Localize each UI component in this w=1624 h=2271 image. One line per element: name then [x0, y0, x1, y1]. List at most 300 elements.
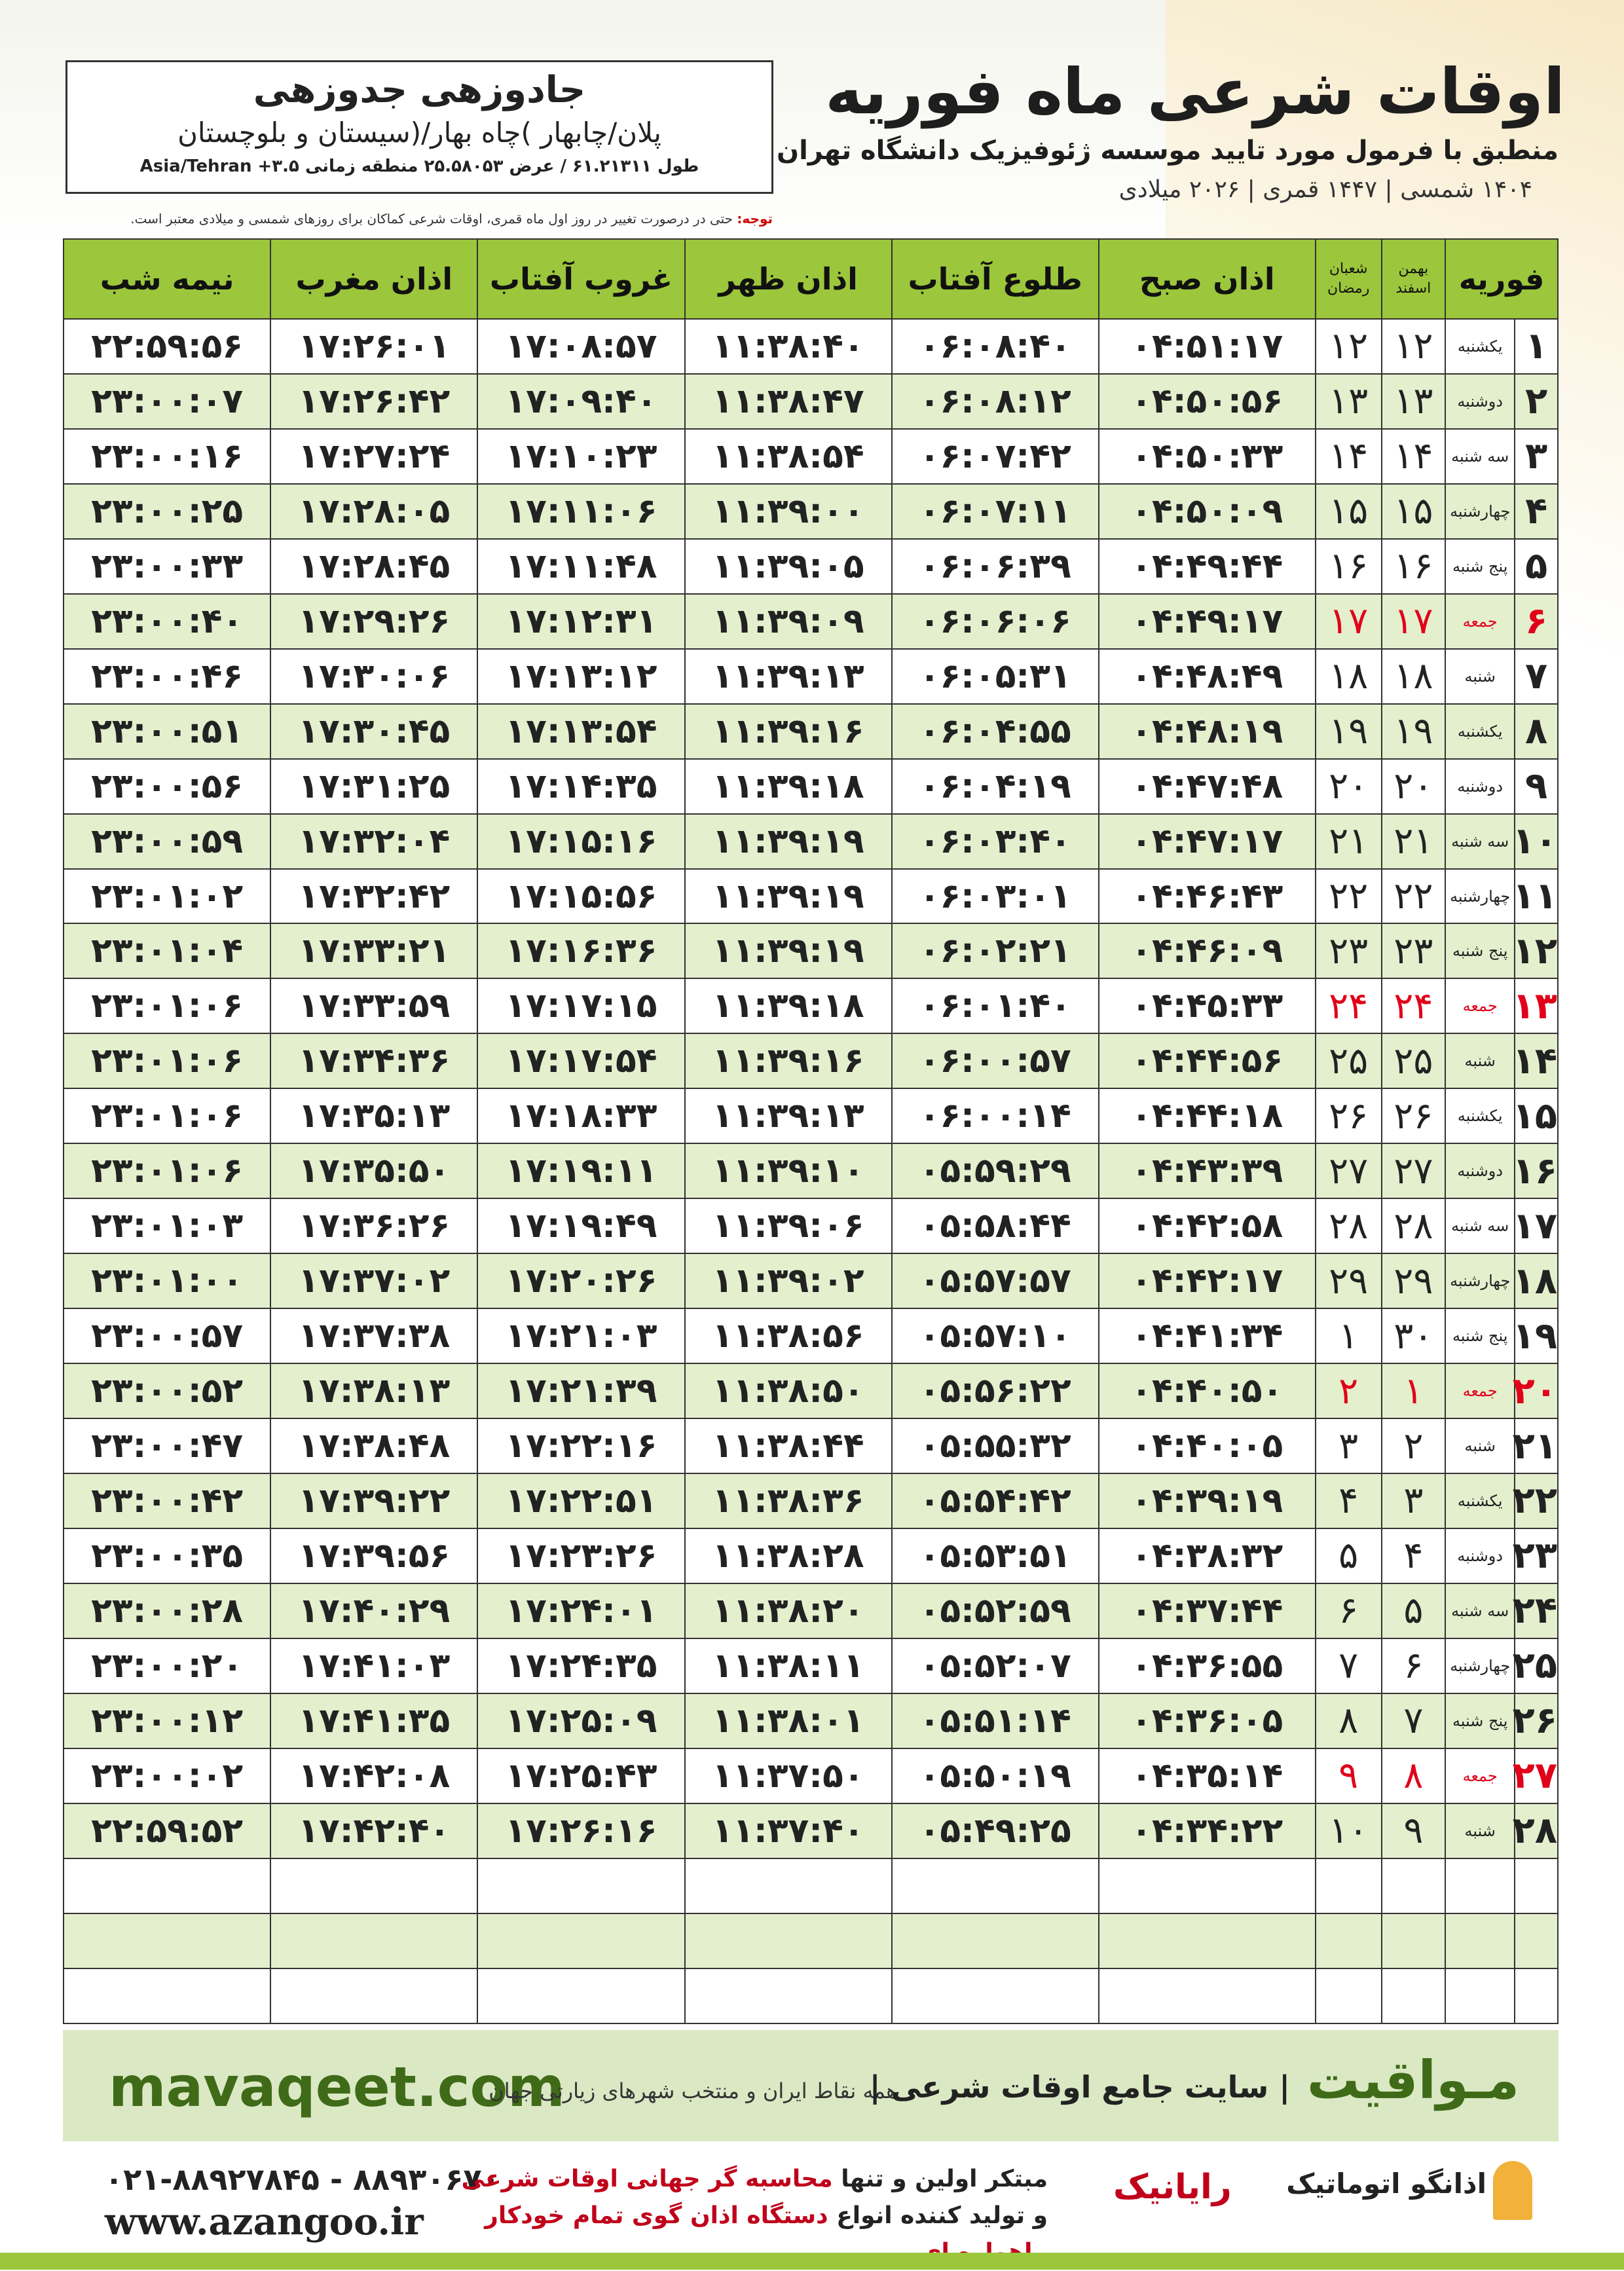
table-row: [64, 319, 1558, 374]
col-header-month: فوریه: [1445, 239, 1558, 319]
midnight-time-cell: [64, 1968, 270, 2023]
solar-day-cell: ۷: [1382, 1693, 1446, 1748]
sunrise-time-cell: ۰۵:۵۲:۰۷: [892, 1638, 1099, 1693]
table-row: [64, 1638, 1558, 1693]
sunrise-time-cell: ۰۶:۰۸:۱۲: [892, 374, 1099, 429]
lunar-day-cell: ۸: [1316, 1693, 1382, 1748]
dhuhr-time-cell: [685, 1968, 892, 2023]
solar-day-cell: [1382, 1913, 1446, 1968]
midnight-time-cell: ۲۳:۰۱:۰۳: [64, 1198, 270, 1253]
calendar-years: ۱۴۰۴ شمسی | ۱۴۴۷ قمری | ۲۰۲۶ میلادی: [1118, 176, 1532, 203]
sunrise-time-cell: ۰۶:۰۰:۵۷: [892, 1033, 1099, 1088]
city-name: جادوزهی جدوزهی: [253, 69, 586, 111]
lunar-day-cell: ۷: [1316, 1638, 1382, 1693]
solar-day-cell: ۱۲: [1382, 319, 1446, 374]
solar-day-cell: ۱۴: [1382, 429, 1446, 484]
sunset-time-cell: ۱۷:۱۳:۵۴: [477, 704, 684, 759]
dhuhr-time-cell: ۱۱:۳۹:۱۳: [685, 1088, 892, 1143]
weekday-cell: دوشنبه: [1445, 1143, 1515, 1198]
lunar-day-cell: ۲۵: [1316, 1033, 1382, 1088]
col-header-midnight: نیمه شب: [64, 239, 270, 319]
dhuhr-time-cell: ۱۱:۳۹:۰۵: [685, 539, 892, 594]
solar-day-cell: ۲۶: [1382, 1088, 1446, 1143]
sunrise-time-cell: ۰۵:۵۳:۵۱: [892, 1528, 1099, 1583]
dhuhr-time-cell: ۱۱:۳۹:۱۳: [685, 649, 892, 704]
lunar-month-2: رمضان: [1327, 280, 1370, 297]
sunset-time-cell: ۱۷:۱۴:۳۵: [477, 759, 684, 814]
phone-numbers: ۰۲۱-۸۸۹۲۷۸۴۵ - ۸۸۹۳۰۶۷۰: [105, 2162, 500, 2197]
solar-day-cell: ۸: [1382, 1748, 1446, 1803]
day-number-cell: ۲۴: [1515, 1583, 1558, 1638]
dhuhr-time-cell: ۱۱:۳۹:۰۲: [685, 1253, 892, 1308]
lunar-day-cell: ۲۲: [1316, 869, 1382, 924]
weekday-cell: سه شنبه: [1445, 1583, 1515, 1638]
fajr-time-cell: ۰۴:۴۴:۵۶: [1099, 1033, 1316, 1088]
maghrib-time-cell: ۱۷:۲۸:۰۵: [270, 484, 477, 539]
weekday-cell: پنج شنبه: [1445, 1693, 1515, 1748]
table-row: [64, 1528, 1558, 1583]
sunrise-time-cell: ۰۵:۵۲:۵۹: [892, 1583, 1099, 1638]
weekday-cell: دوشنبه: [1445, 759, 1515, 814]
midnight-time-cell: [64, 1858, 270, 1913]
weekday-cell: دوشنبه: [1445, 374, 1515, 429]
maghrib-time-cell: ۱۷:۳۳:۲۱: [270, 923, 477, 978]
dhuhr-time-cell: ۱۱:۳۹:۱۶: [685, 1033, 892, 1088]
lunar-day-cell: ۴: [1316, 1473, 1382, 1528]
midnight-time-cell: ۲۳:۰۰:۰۲: [64, 1748, 270, 1803]
weekday-cell: شنبه: [1445, 1418, 1515, 1473]
sunrise-time-cell: ۰۵:۴۹:۲۵: [892, 1803, 1099, 1858]
sunrise-time-cell: [892, 1858, 1099, 1913]
maghrib-time-cell: ۱۷:۲۶:۴۲: [270, 374, 477, 429]
sunset-time-cell: ۱۷:۲۲:۵۱: [477, 1473, 684, 1528]
fajr-time-cell: ۰۴:۴۵:۳۳: [1099, 978, 1316, 1033]
midnight-time-cell: [64, 1913, 270, 1968]
midnight-time-cell: ۲۳:۰۱:۰۶: [64, 1088, 270, 1143]
weekday-cell: چهارشنبه: [1445, 1638, 1515, 1693]
table-row: [64, 1858, 1558, 1913]
dhuhr-time-cell: ۱۱:۳۸:۴۷: [685, 374, 892, 429]
sunset-time-cell: ۱۷:۱۹:۴۹: [477, 1198, 684, 1253]
promo-line-1a: مبتکر اولین و تنها: [841, 2166, 1048, 2192]
maghrib-time-cell: ۱۷:۴۲:۰۸: [270, 1748, 477, 1803]
day-number-cell: ۲: [1515, 374, 1558, 429]
promo-line-2a: و تولید کننده انواع: [836, 2202, 1048, 2229]
dhuhr-time-cell: ۱۱:۳۹:۱۶: [685, 704, 892, 759]
maghrib-time-cell: ۱۷:۲۸:۴۵: [270, 539, 477, 594]
weekday-cell: شنبه: [1445, 649, 1515, 704]
table-row: [64, 649, 1558, 704]
azangoo-icon: [1493, 2161, 1532, 2220]
header: [760, 52, 1565, 210]
col-header-fajr: اذان صبح: [1099, 239, 1316, 319]
weekday-cell: سه شنبه: [1445, 1198, 1515, 1253]
dhuhr-time-cell: ۱۱:۳۸:۰۱: [685, 1693, 892, 1748]
solar-day-cell: ۱: [1382, 1363, 1446, 1418]
sunrise-time-cell: [892, 1968, 1099, 2023]
fajr-time-cell: ۰۴:۴۷:۱۷: [1099, 814, 1316, 869]
weekday-cell: پنج شنبه: [1445, 1308, 1515, 1363]
day-number-cell: ۳: [1515, 429, 1558, 484]
maghrib-time-cell: ۱۷:۳۶:۲۶: [270, 1198, 477, 1253]
sunset-time-cell: ۱۷:۱۷:۱۵: [477, 978, 684, 1033]
midnight-time-cell: ۲۳:۰۰:۱۲: [64, 1693, 270, 1748]
sunrise-time-cell: ۰۵:۵۵:۳۲: [892, 1418, 1099, 1473]
dhuhr-time-cell: [685, 1858, 892, 1913]
day-number-cell: ۱۳: [1515, 978, 1558, 1033]
lunar-day-cell: [1316, 1858, 1382, 1913]
solar-day-cell: ۵: [1382, 1583, 1446, 1638]
sunrise-time-cell: ۰۵:۵۷:۵۷: [892, 1253, 1099, 1308]
table-row: [64, 1253, 1558, 1308]
page-title: اوقات شرعی ماه فوریه: [825, 55, 1565, 128]
fajr-time-cell: ۰۴:۴۳:۳۹: [1099, 1143, 1316, 1198]
lunar-day-cell: ۱۶: [1316, 539, 1382, 594]
sunset-time-cell: ۱۷:۱۹:۱۱: [477, 1143, 684, 1198]
azangoo-logo: اذانگو اتوماتیک: [1286, 2168, 1486, 2200]
day-number-cell: ۵: [1515, 539, 1558, 594]
weekday-cell: یکشنبه: [1445, 1473, 1515, 1528]
sunrise-time-cell: ۰۵:۵۰:۱۹: [892, 1748, 1099, 1803]
sunset-time-cell: ۱۷:۱۲:۳۱: [477, 594, 684, 649]
midnight-time-cell: ۲۳:۰۰:۴۶: [64, 649, 270, 704]
dhuhr-time-cell: ۱۱:۳۸:۵۴: [685, 429, 892, 484]
midnight-time-cell: ۲۳:۰۰:۲۵: [64, 484, 270, 539]
solar-day-cell: ۴: [1382, 1528, 1446, 1583]
fajr-time-cell: ۰۴:۴۱:۳۴: [1099, 1308, 1316, 1363]
solar-day-cell: ۹: [1382, 1803, 1446, 1858]
fajr-time-cell: [1099, 1968, 1316, 2023]
dhuhr-time-cell: ۱۱:۳۸:۴۰: [685, 319, 892, 374]
maghrib-time-cell: ۱۷:۲۶:۰۱: [270, 319, 477, 374]
weekday-cell: یکشنبه: [1445, 704, 1515, 759]
lunar-day-cell: ۲۷: [1316, 1143, 1382, 1198]
maghrib-time-cell: ۱۷:۳۸:۴۸: [270, 1418, 477, 1473]
sunrise-time-cell: ۰۵:۵۷:۱۰: [892, 1308, 1099, 1363]
midnight-time-cell: ۲۲:۵۹:۵۲: [64, 1803, 270, 1858]
weekday-cell: جمعه: [1445, 1748, 1515, 1803]
sunset-time-cell: ۱۷:۱۱:۴۸: [477, 539, 684, 594]
midnight-time-cell: ۲۳:۰۰:۴۷: [64, 1418, 270, 1473]
sunrise-time-cell: ۰۶:۰۰:۱۴: [892, 1088, 1099, 1143]
maghrib-time-cell: [270, 1913, 477, 1968]
sunrise-time-cell: ۰۶:۰۸:۴۰: [892, 319, 1099, 374]
fajr-time-cell: [1099, 1913, 1316, 1968]
table-header-row: [64, 239, 1558, 319]
dhuhr-time-cell: ۱۱:۳۹:۰۶: [685, 1198, 892, 1253]
day-number-cell: ۱۱: [1515, 869, 1558, 924]
midnight-time-cell: ۲۲:۵۹:۵۶: [64, 319, 270, 374]
maghrib-time-cell: ۱۷:۳۴:۳۶: [270, 1033, 477, 1088]
lunar-day-cell: ۱۹: [1316, 704, 1382, 759]
website-link[interactable]: www.azangoo.ir: [105, 2200, 424, 2243]
fajr-time-cell: ۰۴:۴۸:۱۹: [1099, 704, 1316, 759]
sunset-time-cell: ۱۷:۰۸:۵۷: [477, 319, 684, 374]
table-row: [64, 1583, 1558, 1638]
maghrib-time-cell: ۱۷:۲۹:۲۶: [270, 594, 477, 649]
solar-day-cell: ۲۷: [1382, 1143, 1446, 1198]
maghrib-time-cell: ۱۷:۳۸:۱۳: [270, 1363, 477, 1418]
sunset-time-cell: [477, 1858, 684, 1913]
footer-banner: [63, 2030, 1559, 2141]
solar-day-cell: ۳: [1382, 1473, 1446, 1528]
day-number-cell: ۸: [1515, 704, 1558, 759]
notice: [65, 211, 773, 227]
table-row: [64, 1363, 1558, 1418]
day-number-cell: ۲۵: [1515, 1638, 1558, 1693]
contact-info: [105, 2160, 500, 2245]
midnight-time-cell: ۲۳:۰۱:۰۶: [64, 1143, 270, 1198]
table-row: [64, 1913, 1558, 1968]
solar-day-cell: ۱۳: [1382, 374, 1446, 429]
table-body: [64, 319, 1558, 2023]
midnight-time-cell: ۲۳:۰۰:۰۷: [64, 374, 270, 429]
page-subtitle: منطبق با فرمول مورد تایید موسسه ژئوفیزیک دانشگاه تهران: [776, 136, 1559, 166]
midnight-time-cell: ۲۳:۰۰:۴۰: [64, 594, 270, 649]
fajr-time-cell: [1099, 1858, 1316, 1913]
table-row: [64, 704, 1558, 759]
sunrise-time-cell: [892, 1913, 1099, 1968]
day-number-cell: ۱: [1515, 319, 1558, 374]
midnight-time-cell: ۲۳:۰۰:۵۹: [64, 814, 270, 869]
solar-day-cell: ۲۹: [1382, 1253, 1446, 1308]
sunset-time-cell: ۱۷:۱۸:۳۳: [477, 1088, 684, 1143]
weekday-cell: چهارشنبه: [1445, 1253, 1515, 1308]
midnight-time-cell: ۲۳:۰۱:۰۶: [64, 1033, 270, 1088]
midnight-time-cell: ۲۳:۰۰:۱۶: [64, 429, 270, 484]
fajr-time-cell: ۰۴:۳۵:۱۴: [1099, 1748, 1316, 1803]
midnight-time-cell: ۲۳:۰۰:۵۱: [64, 704, 270, 759]
sunset-time-cell: ۱۷:۲۵:۰۹: [477, 1693, 684, 1748]
city-coordinates: طول ۶۱.۲۱۳۱۱ / عرض ۲۵.۵۸۰۵۳ منطقه زمانی Asia/Tehran +۳.۵: [139, 157, 699, 176]
sunrise-time-cell: ۰۶:۰۱:۴۰: [892, 978, 1099, 1033]
fajr-time-cell: ۰۴:۴۴:۱۸: [1099, 1088, 1316, 1143]
lunar-day-cell: [1316, 1913, 1382, 1968]
weekday-cell: سه شنبه: [1445, 429, 1515, 484]
dhuhr-time-cell: ۱۱:۳۸:۵۶: [685, 1308, 892, 1363]
day-number-cell: ۲۶: [1515, 1693, 1558, 1748]
city-province: پلان/چابهار )چاه بهار/(سیستان و بلوچستان: [177, 117, 661, 149]
weekday-cell: [1445, 1913, 1515, 1968]
lunar-day-cell: ۱۲: [1316, 319, 1382, 374]
weekday-cell: یکشنبه: [1445, 319, 1515, 374]
col-header-dhuhr: اذان ظهر: [685, 239, 892, 319]
dhuhr-time-cell: ۱۱:۳۸:۳۶: [685, 1473, 892, 1528]
day-number-cell: ۱۷: [1515, 1198, 1558, 1253]
table-row: [64, 1803, 1558, 1858]
solar-month-1: بهمن: [1398, 261, 1429, 277]
lunar-day-cell: ۲۶: [1316, 1088, 1382, 1143]
maghrib-time-cell: ۱۷:۳۰:۴۵: [270, 704, 477, 759]
weekday-cell: [1445, 1968, 1515, 2023]
table-row: [64, 759, 1558, 814]
solar-day-cell: ۱۸: [1382, 649, 1446, 704]
sunrise-time-cell: ۰۵:۵۹:۲۹: [892, 1143, 1099, 1198]
table-row: [64, 814, 1558, 869]
lunar-day-cell: ۱: [1316, 1308, 1382, 1363]
table-row: [64, 374, 1558, 429]
dhuhr-time-cell: ۱۱:۳۹:۰۰: [685, 484, 892, 539]
sunset-time-cell: ۱۷:۲۱:۳۹: [477, 1363, 684, 1418]
sunset-time-cell: ۱۷:۲۴:۰۱: [477, 1583, 684, 1638]
maghrib-time-cell: ۱۷:۳۷:۳۸: [270, 1308, 477, 1363]
fajr-time-cell: ۰۴:۴۰:۵۰: [1099, 1363, 1316, 1418]
sunrise-time-cell: ۰۶:۰۶:۰۶: [892, 594, 1099, 649]
table-row: [64, 869, 1558, 924]
day-number-cell: [1515, 1968, 1558, 2023]
fajr-time-cell: ۰۴:۴۸:۴۹: [1099, 649, 1316, 704]
sunset-time-cell: ۱۷:۱۷:۵۴: [477, 1033, 684, 1088]
table-row: [64, 923, 1558, 978]
maghrib-time-cell: ۱۷:۳۱:۲۵: [270, 759, 477, 814]
sunset-time-cell: ۱۷:۲۴:۳۵: [477, 1638, 684, 1693]
solar-day-cell: [1382, 1858, 1446, 1913]
fajr-time-cell: ۰۴:۵۰:۵۶: [1099, 374, 1316, 429]
day-number-cell: ۲۸: [1515, 1803, 1558, 1858]
sunrise-time-cell: ۰۶:۰۳:۰۱: [892, 869, 1099, 924]
maghrib-time-cell: ۱۷:۴۱:۳۵: [270, 1693, 477, 1748]
midnight-time-cell: ۲۳:۰۰:۲۰: [64, 1638, 270, 1693]
lunar-day-cell: ۲۰: [1316, 759, 1382, 814]
midnight-time-cell: ۲۳:۰۰:۲۸: [64, 1583, 270, 1638]
day-number-cell: ۱۴: [1515, 1033, 1558, 1088]
dhuhr-time-cell: ۱۱:۳۹:۱۸: [685, 978, 892, 1033]
midnight-time-cell: ۲۳:۰۰:۵۲: [64, 1363, 270, 1418]
solar-day-cell: ۲۴: [1382, 978, 1446, 1033]
table-row: [64, 1088, 1558, 1143]
sunrise-time-cell: ۰۶:۰۷:۱۱: [892, 484, 1099, 539]
dhuhr-time-cell: ۱۱:۳۹:۱۹: [685, 923, 892, 978]
day-number-cell: ۱۶: [1515, 1143, 1558, 1198]
solar-day-cell: ۲۵: [1382, 1033, 1446, 1088]
sunrise-time-cell: ۰۶:۰۴:۵۵: [892, 704, 1099, 759]
maghrib-time-cell: ۱۷:۳۵:۵۰: [270, 1143, 477, 1198]
fajr-time-cell: ۰۴:۳۶:۵۵: [1099, 1638, 1316, 1693]
fajr-time-cell: ۰۴:۴۷:۴۸: [1099, 759, 1316, 814]
col-header-lunar: [1316, 239, 1382, 319]
weekday-cell: جمعه: [1445, 978, 1515, 1033]
maghrib-time-cell: ۱۷:۲۷:۲۴: [270, 429, 477, 484]
fajr-time-cell: ۰۴:۴۶:۴۳: [1099, 869, 1316, 924]
midnight-time-cell: ۲۳:۰۱:۰۰: [64, 1253, 270, 1308]
promo-line-2b: دستگاه اذان گوی تمام خودکار: [485, 2202, 828, 2229]
brand-tagline: همه نقاط ایران و منتخب شهرهای زیارتی جهان: [489, 2078, 897, 2103]
rayanik-logo: رایانیک: [1113, 2168, 1232, 2207]
day-number-cell: ۱۵: [1515, 1088, 1558, 1143]
promo-line-1: [458, 2161, 1048, 2198]
lunar-day-cell: ۲: [1316, 1363, 1382, 1418]
lunar-day-cell: ۱۷: [1316, 594, 1382, 649]
brand-name: مـواقیت: [1306, 2050, 1519, 2111]
lunar-day-cell: ۲۸: [1316, 1198, 1382, 1253]
day-number-cell: ۶: [1515, 594, 1558, 649]
sunset-time-cell: ۱۷:۱۳:۱۲: [477, 649, 684, 704]
sunrise-time-cell: ۰۶:۰۳:۴۰: [892, 814, 1099, 869]
lunar-day-cell: ۱۰: [1316, 1803, 1382, 1858]
fajr-time-cell: ۰۴:۵۱:۱۷: [1099, 319, 1316, 374]
weekday-cell: دوشنبه: [1445, 1528, 1515, 1583]
sunrise-time-cell: ۰۶:۰۷:۴۲: [892, 429, 1099, 484]
day-number-cell: ۲۰: [1515, 1363, 1558, 1418]
weekday-cell: [1445, 1858, 1515, 1913]
weekday-cell: جمعه: [1445, 594, 1515, 649]
maghrib-time-cell: [270, 1968, 477, 2023]
lunar-day-cell: ۳: [1316, 1418, 1382, 1473]
col-header-sunrise: طلوع آفتاب: [892, 239, 1099, 319]
dhuhr-time-cell: ۱۱:۳۸:۵۰: [685, 1363, 892, 1418]
solar-day-cell: ۲: [1382, 1418, 1446, 1473]
solar-day-cell: ۱۷: [1382, 594, 1446, 649]
dhuhr-time-cell: ۱۱:۳۸:۱۱: [685, 1638, 892, 1693]
site-url[interactable]: mavaqeet.com: [109, 2055, 565, 2119]
solar-day-cell: ۱۹: [1382, 704, 1446, 759]
sunset-time-cell: ۱۷:۱۶:۳۶: [477, 923, 684, 978]
solar-day-cell: ۲۸: [1382, 1198, 1446, 1253]
maghrib-time-cell: ۱۷:۳۲:۴۲: [270, 869, 477, 924]
table-row: [64, 429, 1558, 484]
sunset-time-cell: ۱۷:۲۵:۴۳: [477, 1748, 684, 1803]
dhuhr-time-cell: ۱۱:۳۹:۱۸: [685, 759, 892, 814]
fajr-time-cell: ۰۴:۴۶:۰۹: [1099, 923, 1316, 978]
lunar-day-cell: ۲۹: [1316, 1253, 1382, 1308]
prayer-times-table: [63, 238, 1559, 2024]
table-row: [64, 1748, 1558, 1803]
sunrise-time-cell: ۰۵:۵۸:۴۴: [892, 1198, 1099, 1253]
midnight-time-cell: ۲۳:۰۰:۴۲: [64, 1473, 270, 1528]
table-row: [64, 594, 1558, 649]
sunset-time-cell: ۱۷:۲۰:۲۶: [477, 1253, 684, 1308]
fajr-time-cell: ۰۴:۴۲:۵۸: [1099, 1198, 1316, 1253]
fajr-time-cell: ۰۴:۴۹:۱۷: [1099, 594, 1316, 649]
col-header-sunset: غروب آفتاب: [477, 239, 684, 319]
logos: [1113, 2161, 1532, 2233]
day-number-cell: ۱۹: [1515, 1308, 1558, 1363]
weekday-cell: سه شنبه: [1445, 814, 1515, 869]
weekday-cell: پنج شنبه: [1445, 923, 1515, 978]
day-number-cell: ۱۰: [1515, 814, 1558, 869]
table-row: [64, 1198, 1558, 1253]
maghrib-time-cell: ۱۷:۳۹:۲۲: [270, 1473, 477, 1528]
table-row: [64, 1143, 1558, 1198]
sunset-time-cell: ۱۷:۱۱:۰۶: [477, 484, 684, 539]
midnight-time-cell: ۲۳:۰۱:۰۶: [64, 978, 270, 1033]
maghrib-time-cell: ۱۷:۳۵:۱۳: [270, 1088, 477, 1143]
weekday-cell: چهارشنبه: [1445, 484, 1515, 539]
lunar-day-cell: ۲۳: [1316, 923, 1382, 978]
table-row: [64, 1308, 1558, 1363]
fajr-time-cell: ۰۴:۳۶:۰۵: [1099, 1693, 1316, 1748]
table-row: [64, 1693, 1558, 1748]
day-number-cell: ۲۲: [1515, 1473, 1558, 1528]
solar-day-cell: ۲۳: [1382, 923, 1446, 978]
lunar-day-cell: ۱۸: [1316, 649, 1382, 704]
day-number-cell: ۲۱: [1515, 1418, 1558, 1473]
sunset-time-cell: ۱۷:۱۵:۵۶: [477, 869, 684, 924]
day-number-cell: ۲۳: [1515, 1528, 1558, 1583]
midnight-time-cell: ۲۳:۰۰:۳۵: [64, 1528, 270, 1583]
weekday-cell: چهارشنبه: [1445, 869, 1515, 924]
table-row: [64, 1418, 1558, 1473]
table-row: [64, 1033, 1558, 1088]
table-row: [64, 1968, 1558, 2023]
lunar-day-cell: ۱۳: [1316, 374, 1382, 429]
sunset-time-cell: [477, 1913, 684, 1968]
sunrise-time-cell: ۰۶:۰۵:۳۱: [892, 649, 1099, 704]
table-row: [64, 539, 1558, 594]
solar-day-cell: ۲۱: [1382, 814, 1446, 869]
solar-day-cell: ۲۲: [1382, 869, 1446, 924]
maghrib-time-cell: ۱۷:۳۹:۵۶: [270, 1528, 477, 1583]
